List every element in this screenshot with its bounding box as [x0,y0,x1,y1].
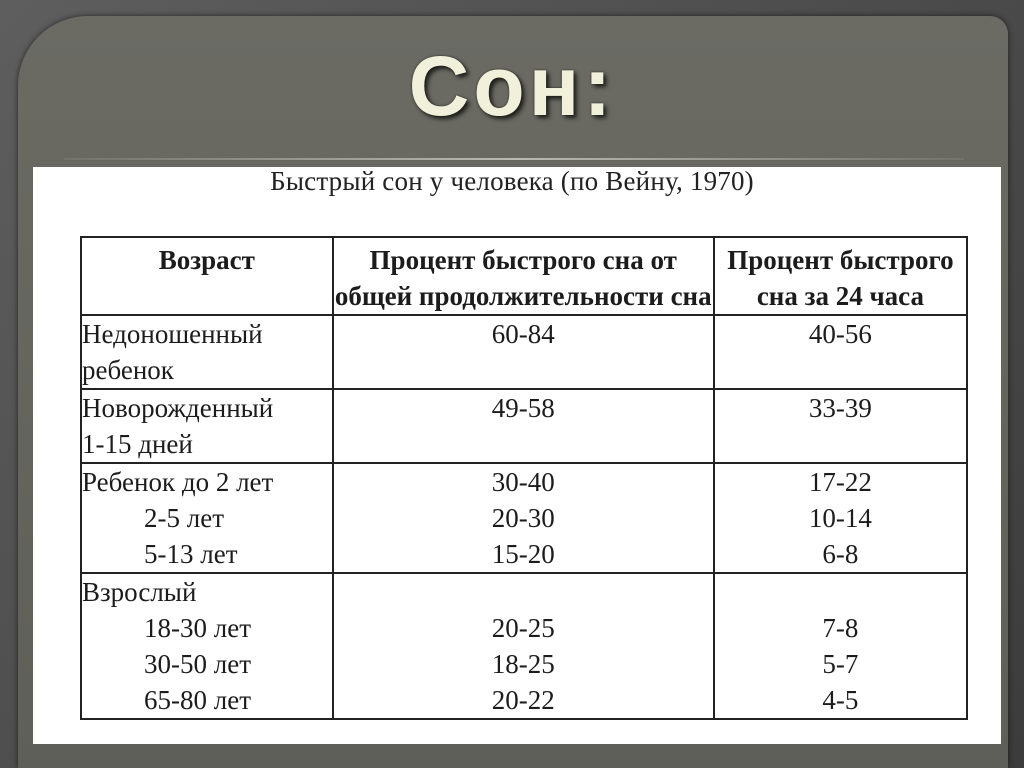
header-rem-total: Процент быстрого сна от общей продолжительности сна [333,237,714,315]
rem-24h-cell: 7-8 5-7 4-5 [714,573,967,719]
slide-title: Сон: [408,39,616,133]
age-cell: Недоношенный ребенок [81,315,333,389]
table-row [81,389,967,463]
age-cell: Новорожденный 1-15 дней [81,389,333,463]
rem-24h-cell: 40-56 [714,315,967,389]
rem-24h-cell: 33-39 [714,389,967,463]
rem-24h-cell: 17-22 10-14 6-8 [714,463,967,573]
rem-sleep-table [80,236,968,720]
table-caption: Быстрый сон у человека (по Вейну, 1970) [270,166,754,196]
age-cell: Взрослый 18-30 лет 30-50 лет 65-80 лет [81,573,333,719]
rem-total-cell: 60-84 [333,315,714,389]
table-row [81,463,967,573]
rem-total-cell: 20-25 18-25 20-22 [333,573,714,719]
rem-total-cell: 30-40 20-30 15-20 [333,463,714,573]
title-divider [64,158,964,160]
header-rem-24h: Процент быстрого сна за 24 часа [714,237,967,315]
age-cell: Ребенок до 2 лет 2-5 лет 5-13 лет [81,463,333,573]
rem-total-cell: 49-58 [333,389,714,463]
table-header-row [81,237,967,315]
header-age: Возраст [81,237,333,315]
table-row [81,573,967,719]
table-row [81,315,967,389]
